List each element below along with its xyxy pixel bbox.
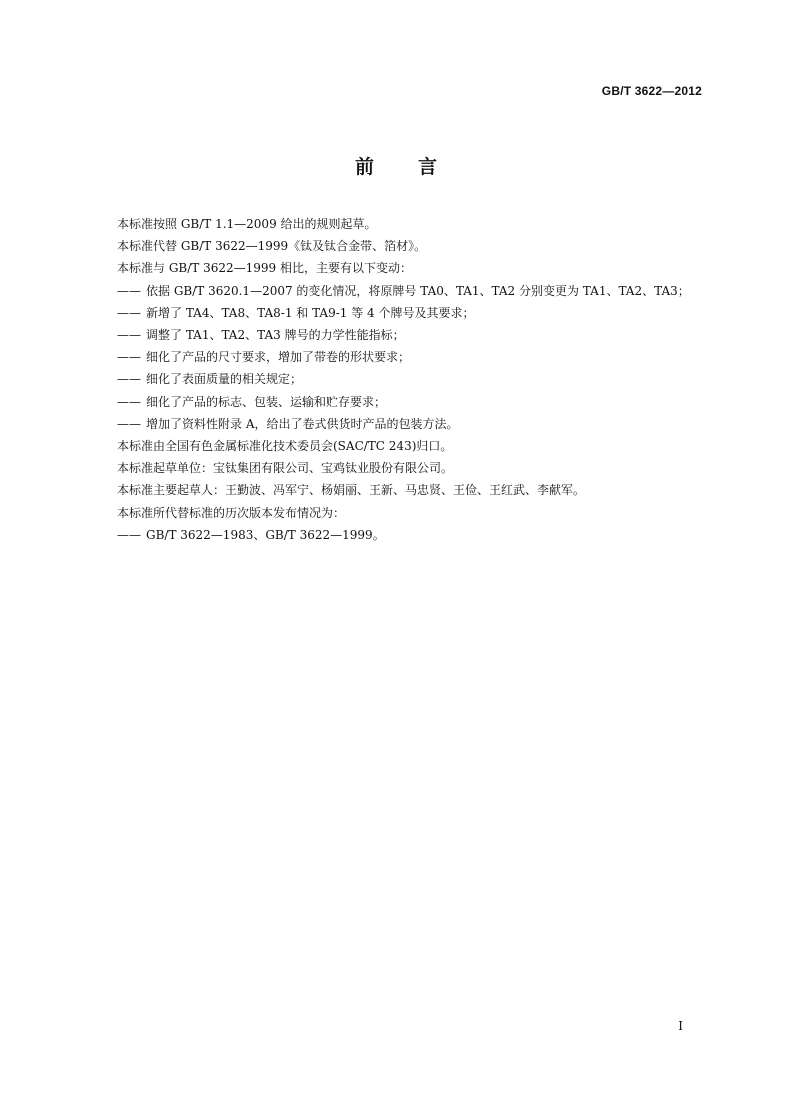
history-item [117,524,707,546]
document-code: GB/T 3622—2012 [601,84,702,98]
dash-marker: —— [117,328,141,343]
dash-marker: —— [117,527,141,542]
paragraph-replaces: 本标准代替 GB/T 3622—1999《钛及钛合金带、箔材》。 [117,239,427,254]
dash-marker: —— [117,372,141,387]
dash-marker: —— [117,305,141,320]
foreword-body [117,213,707,546]
change-item-text: 依据 GB/T 3620.1—2007 的变化情况，将原牌号 TA0、TA1、TA2 分别变更为 TA1、TA2、TA3； [146,283,690,298]
change-item-text: 细化了产品的尺寸要求，增加了带卷的形状要求； [146,350,411,365]
paragraph-drafting-rules: 本标准按照 GB/T 1.1—2009 给出的规则起草。 [117,217,377,231]
paragraph-drafting-units: 本标准起草单位：宝钛集团有限公司、宝鸡钛业股份有限公司。 [117,461,454,476]
paragraph-history-intro: 本标准所代替标准的历次版本发布情况为： [117,505,346,520]
change-item-text: 新增了 TA4、TA8、TA8-1 和 TA9-1 等 4 个牌号及其要求； [146,305,475,320]
change-item [117,280,707,302]
paragraph-technical-committee: 本标准由全国有色金属标准化技术委员会(SAC/TC 243)归口。 [117,439,453,454]
change-item [117,324,707,346]
change-item [117,302,707,324]
change-item [117,413,707,435]
dash-marker: —— [117,416,141,431]
dash-marker: —— [117,283,141,298]
change-item [117,346,707,368]
paragraph-drafters: 本标准主要起草人：王勤波、冯军宁、杨娟丽、王新、马忠贤、王俭、王红武、李献军。 [117,483,586,498]
history-item-text: GB/T 3622—1983、GB/T 3622—1999。 [146,527,385,542]
change-item-text: 调整了 TA1、TA2、TA3 牌号的力学性能指标； [146,328,405,343]
change-item [117,368,707,390]
change-item-text: 细化了产品的标志、包装、运输和贮存要求； [146,394,387,409]
paragraph-changes-intro: 本标准与 GB/T 3622—1999 相比，主要有以下变动： [117,261,412,276]
dash-marker: —— [117,350,141,365]
change-item-text: 增加了资料性附录 A，给出了卷式供货时产品的包装方法。 [146,416,459,431]
change-item-text: 细化了表面质量的相关规定； [146,372,303,387]
change-item [117,391,707,413]
page-title: 前言 [354,156,481,178]
page-number: I [678,1019,683,1033]
dash-marker: —— [117,394,141,409]
